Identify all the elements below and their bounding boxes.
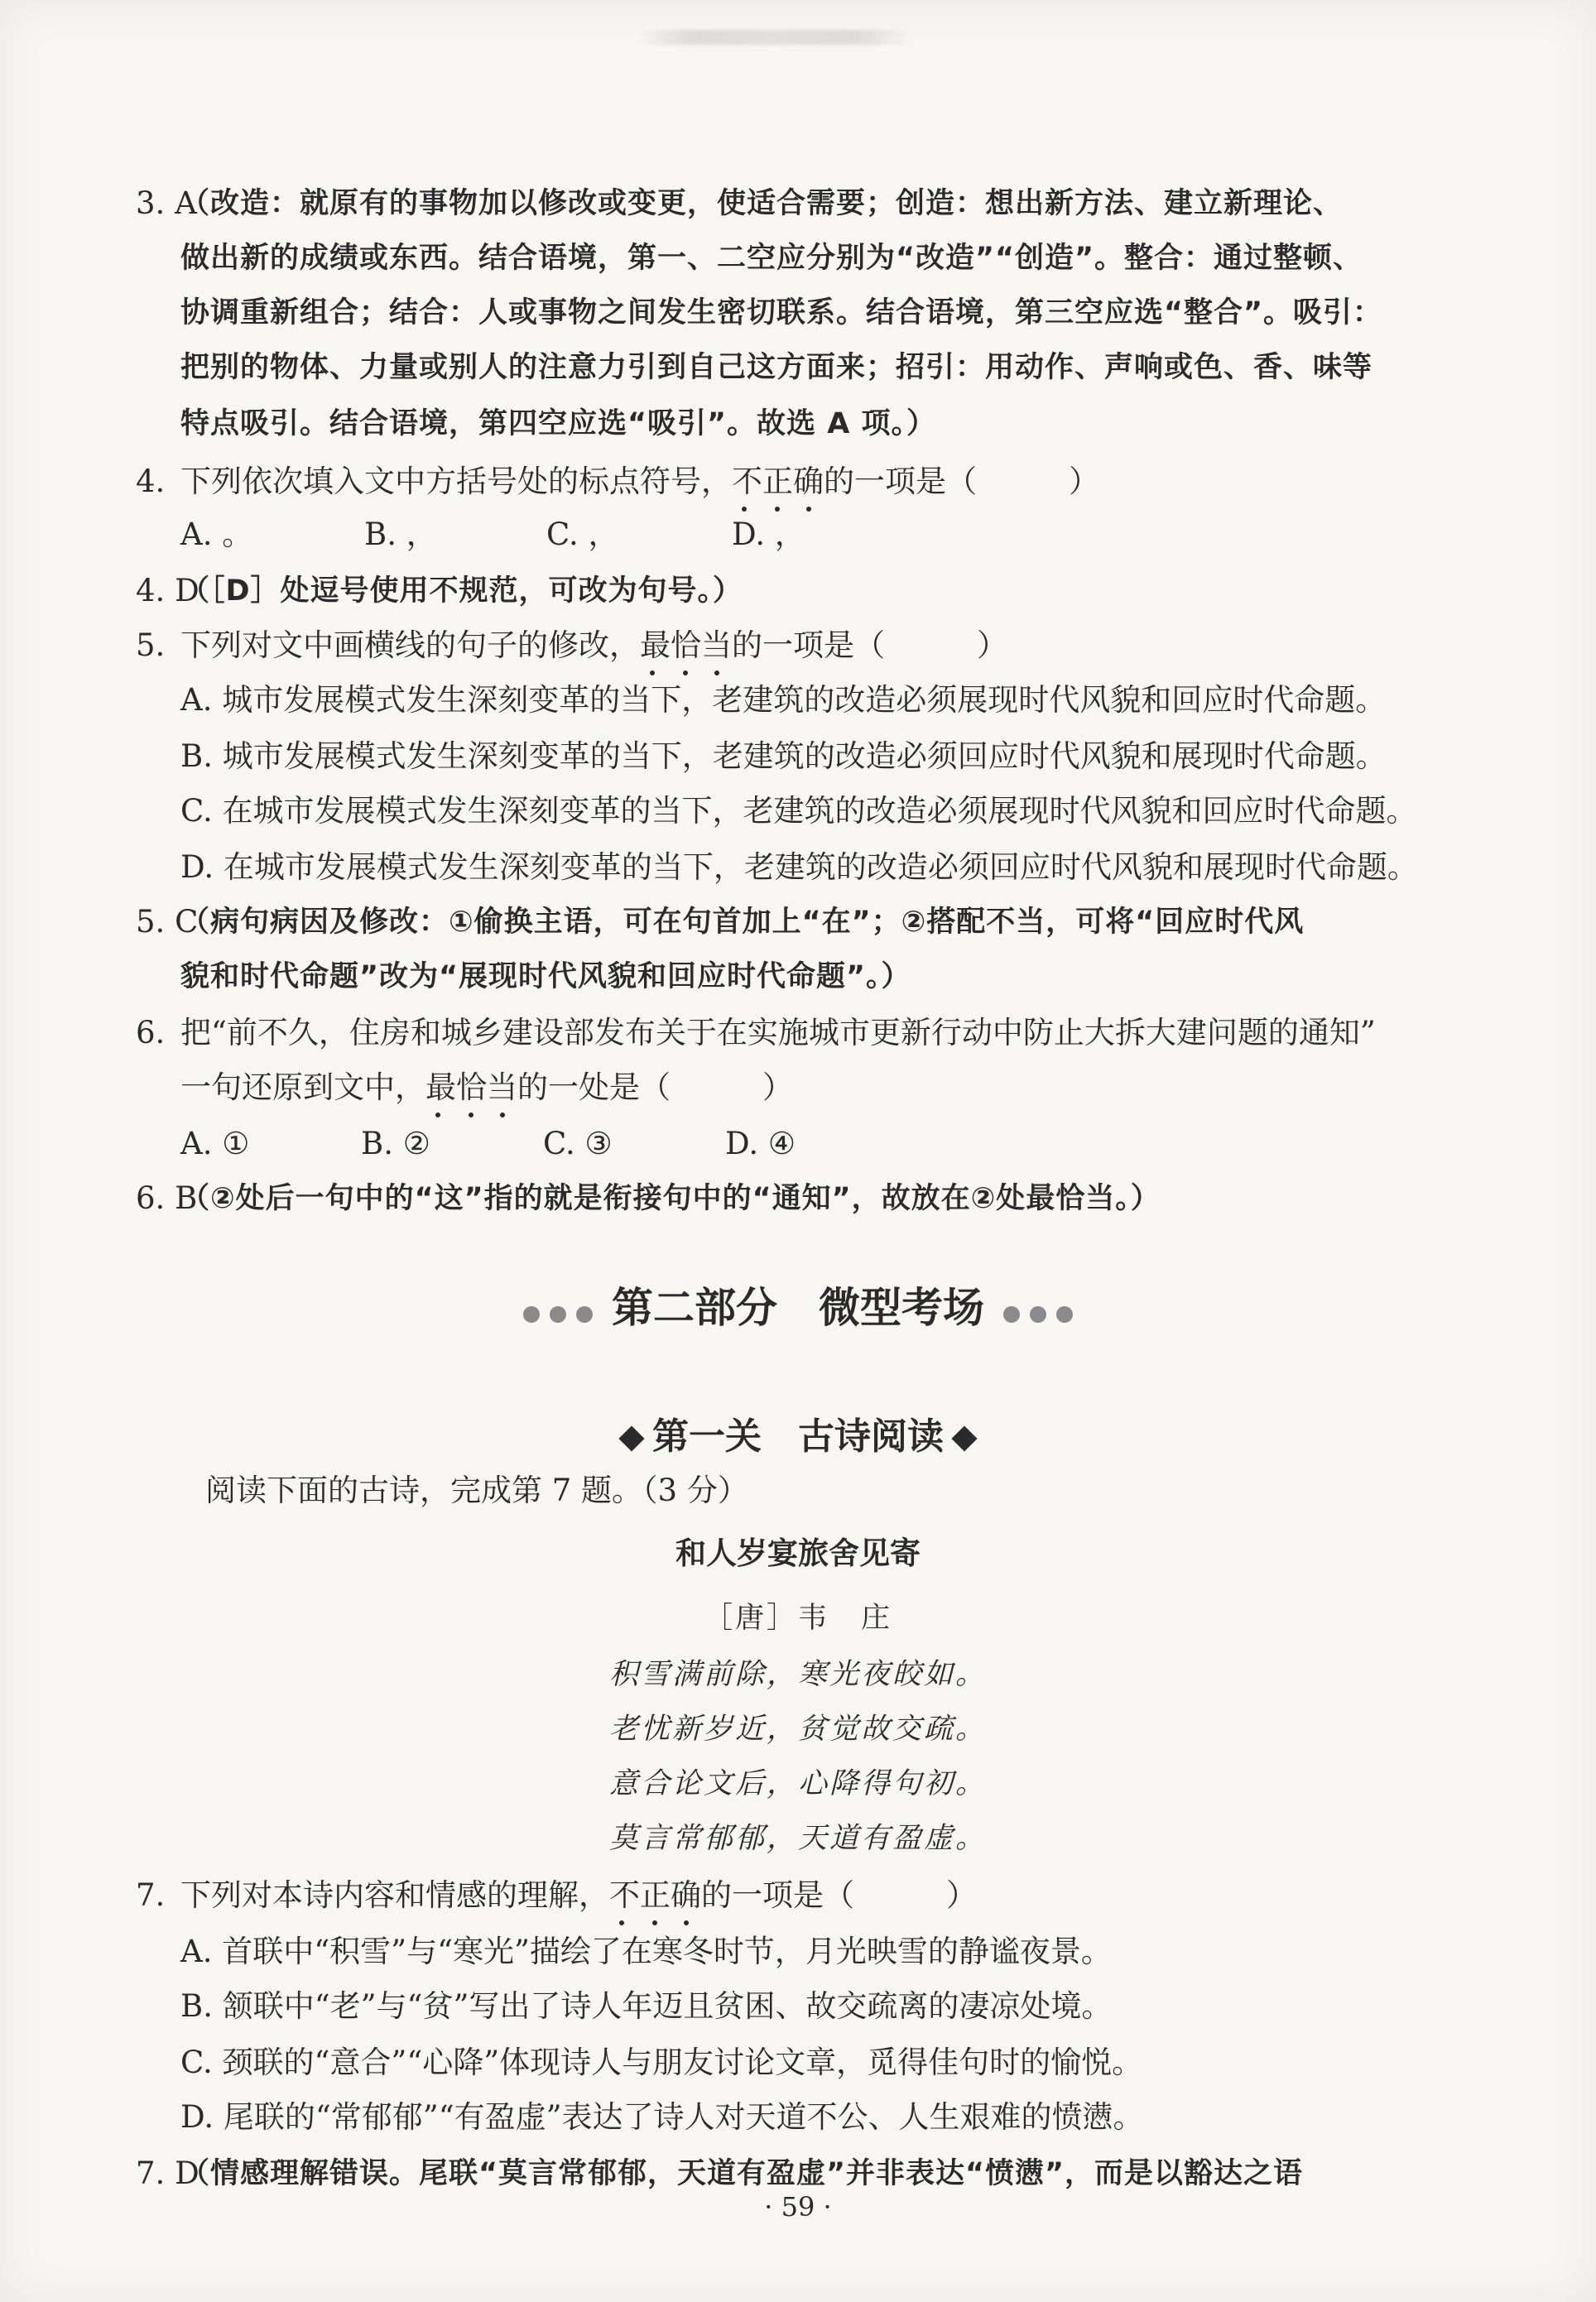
question-text: 下列对本诗内容和情感的理解， <box>180 1877 609 1913</box>
answer-6-text: （②处后一句中的“这”指的就是衔接句中的“通知”，故放在②处最恰当。） <box>180 1182 1161 1215</box>
option-a: A. 首联中“积雪”与“寒光”描绘了在寒冬时节，月光映雪的静谧夜景。 <box>180 1934 1112 1969</box>
poem-line-3: 意合论文后，心降得句初。 <box>608 1767 987 1800</box>
answer-4-text: （［D］处逗号使用不规范，可改为句号。） <box>180 574 743 608</box>
poem-line-1: 积雪满前除，寒光夜皎如。 <box>608 1658 987 1691</box>
question-text-end: 的一项是（ ） <box>701 1877 977 1913</box>
dots-left-decoration <box>518 1285 598 1338</box>
option-b: B. ② <box>361 1126 430 1161</box>
option-c: C. ， <box>546 517 619 552</box>
option-a: A. 。 <box>180 517 253 552</box>
question-number: 6. <box>136 1015 166 1050</box>
option-a: A. ① <box>180 1126 250 1161</box>
answer-number: 7. D <box>136 2155 200 2191</box>
answer-3-line-3: 协调重新组合；结合：人或事物之间发生密切联系。结合语境，第三空应选“整合”。吸引： <box>180 296 1383 329</box>
question-5-stem <box>180 626 1007 666</box>
question-7-stem <box>180 1876 977 1915</box>
subsection-title-text: 第一关 古诗阅读 <box>652 1415 944 1458</box>
question-number: 4. <box>136 464 166 499</box>
poem-title: 和人岁宴旅舍见寄 <box>675 1535 921 1571</box>
question-text: 下列对文中画横线的句子的修改， <box>180 627 640 663</box>
question-6-stem <box>180 1068 793 1108</box>
emphasis-text: 不正确 <box>609 1877 701 1913</box>
question-text-end: 的一项是（ ） <box>824 464 1099 499</box>
answer-3-line-1: （改造：就原有的事物加以修改或变更，使适合需要；创造：想出新方法、建立新理论、 <box>180 187 1344 220</box>
poem-line-4: 莫言常郁郁，天道有盈虚。 <box>608 1822 987 1855</box>
emphasis-text: 最恰当 <box>425 1069 517 1105</box>
section-title-text: 第二部分 微型考场 <box>612 1283 984 1332</box>
option-b: B. ， <box>364 517 437 552</box>
option-d: D. ④ <box>725 1126 796 1161</box>
option-b: B. 颔联中“老”与“贫”写出了诗人年迈且贫困、故交疏离的凄凉处境。 <box>180 1988 1113 2024</box>
answer-3-line-4: 把别的物体、力量或别人的注意力引到自己这方面来；招引：用动作、声响或色、香、味等 <box>180 351 1373 384</box>
diamond-left-icon <box>618 1425 644 1451</box>
option-d: D. 尾联的“常郁郁”“有盈虚”表达了诗人对天道不公、人生艰难的愤懑。 <box>180 2099 1144 2135</box>
answer-number: 5. C <box>136 904 199 940</box>
header-smudge <box>637 30 911 45</box>
answer-number: 6. B <box>136 1180 198 1216</box>
poem-author: ［唐］韦 庄 <box>703 1602 892 1635</box>
option-c: C. 颈联的“意合”“心降”体现诗人与朋友讨论文章，觅得佳句时的愉悦。 <box>180 2045 1143 2080</box>
question-text: 一句还原到文中， <box>180 1069 425 1105</box>
reading-instruction: 阅读下面的古诗，完成第 7 题。（3 分） <box>205 1473 748 1508</box>
answer-3-line-5: 特点吸引。结合语境，第四空应选“吸引”。故选 A 项。） <box>180 407 936 440</box>
answer-5-line-2: 貌和时代命题”改为“展现时代风貌和回应时代命题”。） <box>180 960 911 993</box>
option-d: D. 在城市发展模式发生深刻变革的当下，老建筑的改造必须回应时代风貌和展现时代命题。 <box>180 849 1418 885</box>
question-text-end: 的一处是（ ） <box>517 1069 793 1105</box>
question-4-stem <box>180 462 1099 502</box>
answer-3-line-2: 做出新的成绩或东西。结合语境，第一、二空应分别为“改造”“创造”。整合：通过整顿、 <box>180 242 1363 275</box>
diamond-right-icon <box>951 1425 977 1451</box>
question-text-end: 的一项是（ ） <box>732 627 1007 663</box>
emphasis-text: 不正确 <box>732 464 824 499</box>
question-6-line-1: 把“前不久，住房和城乡建设部发布关于在实施城市更新行动中防止大拆大建问题的通知” <box>180 1015 1376 1050</box>
option-a: A. 城市发展模式发生深刻变革的当下，老建筑的改造必须展现时代风貌和回应时代命题。 <box>180 682 1387 718</box>
question-number: 7. <box>136 1877 166 1913</box>
answer-5-line-1: （病句病因及修改：①偷换主语，可在句首加上“在”；②搭配不当，可将“回应时代风 <box>180 906 1305 939</box>
option-b: B. 城市发展模式发生深刻变革的当下，老建筑的改造必须回应时代风貌和展现时代命题。 <box>180 738 1387 774</box>
dots-right-decoration <box>998 1285 1078 1338</box>
emphasis-text: 最恰当 <box>640 627 732 663</box>
subsection-title <box>0 1414 1596 1460</box>
question-text: 下列依次填入文中方括号处的标点符号， <box>180 464 732 499</box>
option-d: D. ， <box>732 517 805 552</box>
page-number: · 59 · <box>764 2191 832 2223</box>
answer-number: 4. D <box>136 573 200 608</box>
option-c: C. ③ <box>543 1126 613 1161</box>
poem-line-2: 老忧新岁近，贫觉故交疏。 <box>608 1713 987 1746</box>
question-number: 5. <box>136 627 166 663</box>
answer-number: 3. A <box>136 185 197 221</box>
section-title <box>0 1281 1596 1338</box>
answer-7-text: （情感理解错误。尾联“莫言常郁郁，天道有盈虚”并非表达“愤懑”，而是以豁达之语 <box>180 2157 1304 2190</box>
option-c: C. 在城市发展模式发生深刻变革的当下，老建筑的改造必须展现时代风貌和回应时代命题。 <box>180 793 1417 829</box>
